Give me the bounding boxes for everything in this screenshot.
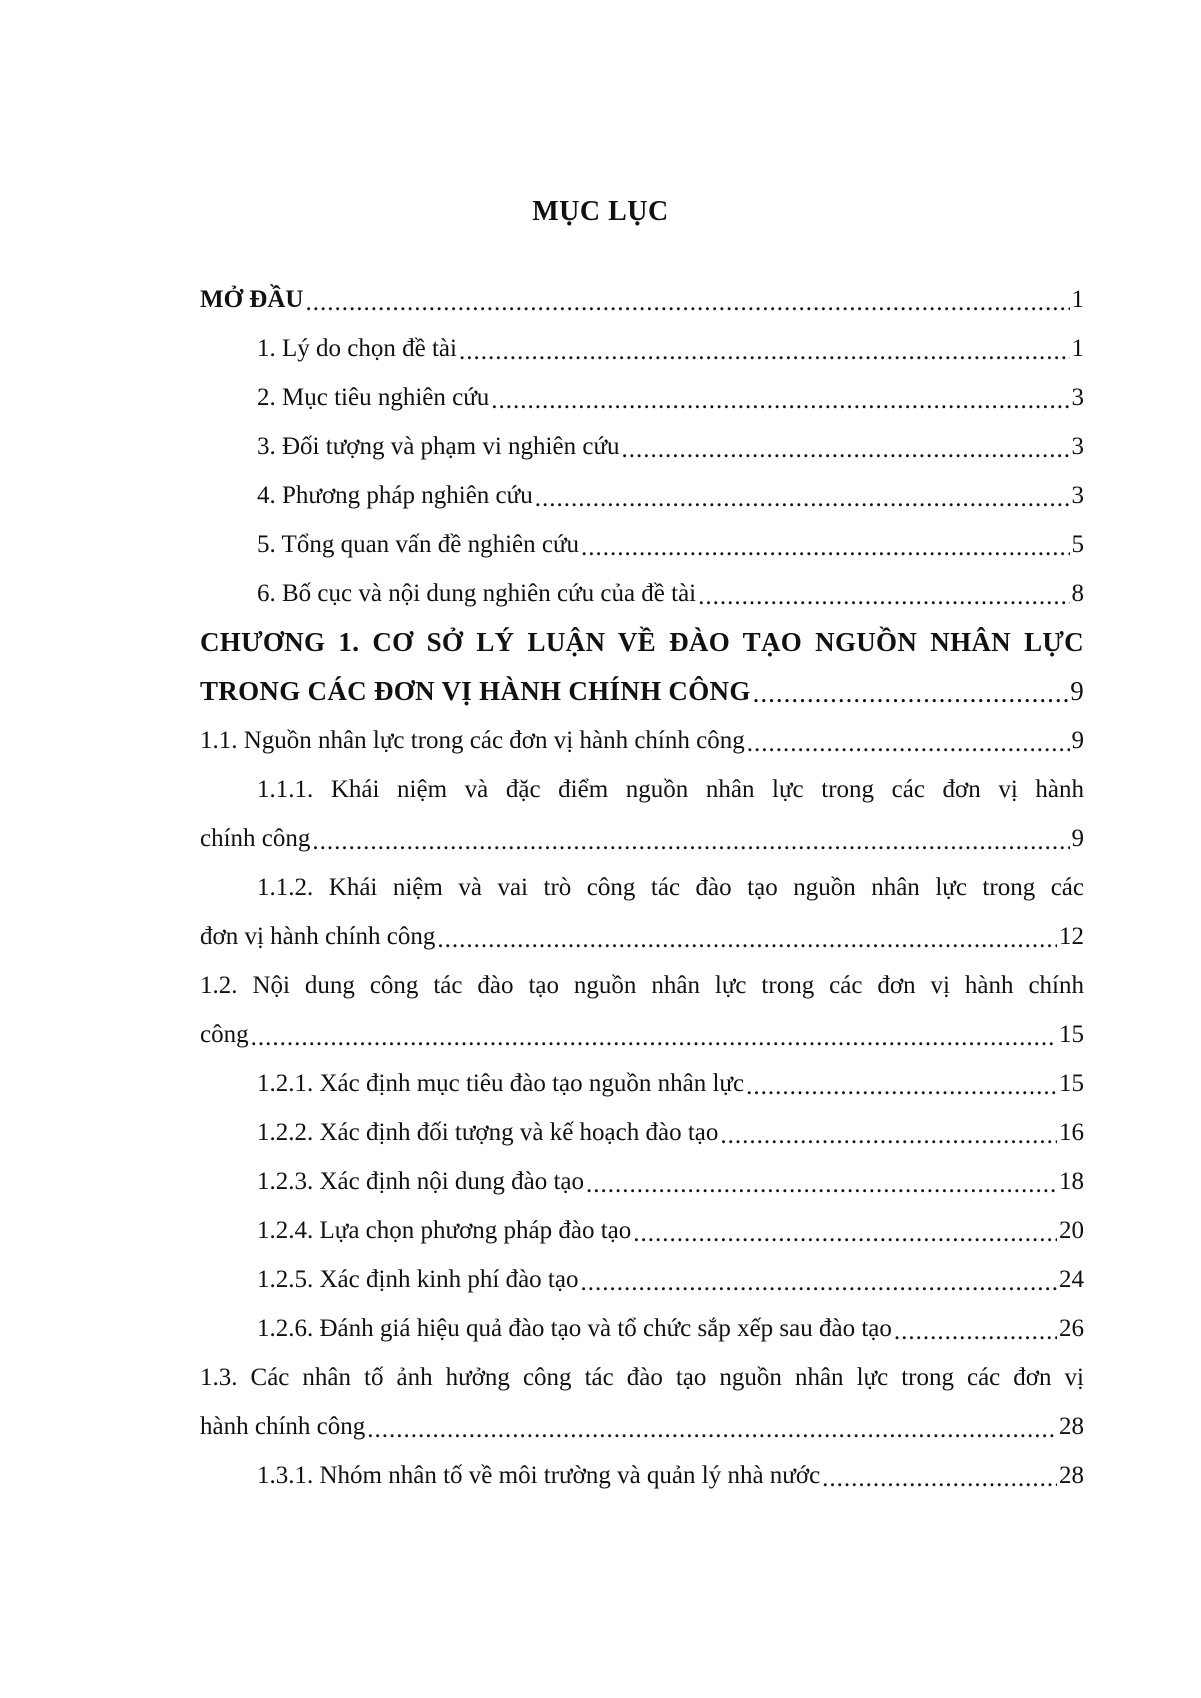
toc-entry-1-2-6[interactable]: [200, 1304, 1084, 1353]
toc-entry-label: 6. Bố cục và nội dung nghiên cứu của đề tài: [257, 580, 697, 607]
toc-entry-label-line1: CHƯƠNG 1. CƠ SỞ LÝ LUẬN VỀ ĐÀO TẠO NGUỒN NHÂN LỰC: [200, 627, 1084, 657]
toc-page-number: 3: [1071, 384, 1084, 411]
dot-leader: [633, 1216, 1057, 1242]
dot-leader: [437, 922, 1057, 948]
toc-entry-doi-tuong[interactable]: [200, 422, 1084, 471]
toc-page-number: 12: [1059, 923, 1084, 950]
dot-leader: [251, 1020, 1057, 1046]
toc-entry-label-line1: 1.1.2. Khái niệm và vai trò công tác đào tạo nguồn nhân lực trong các: [257, 874, 1084, 901]
toc-entry-1-1-1[interactable]: [200, 765, 1084, 863]
toc-page-number: 16: [1059, 1119, 1084, 1146]
toc-page-number: 28: [1059, 1462, 1084, 1489]
toc-entry-label-line2: đơn vị hành chính công: [200, 923, 436, 950]
toc-page-number: 1: [1071, 286, 1084, 313]
toc-page-number: 8: [1071, 580, 1084, 607]
toc-entry-tong-quan[interactable]: [200, 520, 1084, 569]
dot-leader: [746, 1069, 1057, 1095]
toc-entry-1-2-5[interactable]: [200, 1255, 1084, 1304]
toc-entry-label: 1.2.5. Xác định kinh phí đào tạo: [257, 1266, 579, 1293]
dot-leader: [753, 676, 1069, 704]
toc-page-number: 5: [1071, 531, 1084, 558]
toc-entry-1-3-1[interactable]: [200, 1451, 1084, 1500]
toc-entry-1-1[interactable]: [200, 716, 1084, 765]
toc-entry-1-2-1[interactable]: [200, 1059, 1084, 1108]
toc-page-number: 18: [1059, 1168, 1084, 1195]
toc-entry-1-2[interactable]: [200, 961, 1084, 1059]
dot-leader: [459, 334, 1070, 360]
toc-entry-label: 5. Tổng quan vấn đề nghiên cứu: [257, 531, 580, 558]
dot-leader: [491, 383, 1069, 409]
toc-entry-label-line1: 1.1.1. Khái niệm và đặc điểm nguồn nhân lực trong các đơn vị hành: [257, 776, 1084, 803]
toc-page-number: 28: [1059, 1413, 1084, 1440]
toc-page-number: 15: [1059, 1070, 1084, 1097]
toc-entry-mo-dau[interactable]: [200, 275, 1084, 324]
toc-entry-chuong-1[interactable]: [200, 618, 1084, 716]
toc-page-number: 3: [1071, 433, 1084, 460]
dot-leader: [747, 726, 1070, 752]
toc-entry-1-2-3[interactable]: [200, 1157, 1084, 1206]
toc-entry-1-2-2[interactable]: [200, 1108, 1084, 1157]
toc-entry-label: 1.2.2. Xác định đối tượng và kế hoạch đào tạo: [257, 1119, 719, 1146]
toc-page-number: 20: [1059, 1217, 1084, 1244]
toc-page-number: 3: [1071, 482, 1084, 509]
toc-page-number: 26: [1059, 1315, 1084, 1342]
toc-entry-label-line2: chính công: [200, 825, 311, 852]
toc-page-number: 9: [1071, 825, 1084, 852]
toc-entry-label: 1. Lý do chọn đề tài: [257, 335, 457, 362]
toc-entry-label: 4. Phương pháp nghiên cứu: [257, 482, 533, 509]
dot-leader: [586, 1167, 1057, 1193]
toc-page-number: 24: [1059, 1266, 1084, 1293]
dot-leader: [622, 432, 1070, 458]
toc-entry-bo-cuc[interactable]: [200, 569, 1084, 618]
toc-entry-label-line1: 1.3. Các nhân tố ảnh hưởng công tác đào tạo nguồn nhân lực trong các đơn vị: [200, 1364, 1084, 1391]
toc-entry-1-1-2[interactable]: [200, 863, 1084, 961]
dot-leader: [822, 1461, 1057, 1487]
dot-leader: [535, 481, 1070, 507]
toc-entry-label: 1.2.6. Đánh giá hiệu quả đào tạo và tổ chức sắp xếp sau đào tạo: [257, 1315, 892, 1342]
dot-leader: [894, 1314, 1057, 1340]
toc-entry-label-line1: 1.2. Nội dung công tác đào tạo nguồn nhân lực trong các đơn vị hành chính: [200, 972, 1084, 999]
toc-page-number: 15: [1059, 1021, 1084, 1048]
toc-entry-ly-do[interactable]: [200, 324, 1084, 373]
toc-page-number: 9: [1071, 727, 1084, 754]
toc-entry-label: 1.1. Nguồn nhân lực trong các đơn vị hành chính công: [200, 727, 745, 754]
toc-title: MỤC LỤC: [532, 196, 669, 227]
toc-entry-label: 1.3.1. Nhóm nhân tố về môi trường và quản lý nhà nước: [257, 1462, 821, 1489]
dot-leader: [305, 285, 1069, 311]
toc-entry-label: 1.2.4. Lựa chọn phương pháp đào tạo: [257, 1217, 632, 1244]
toc-entry-label-line2: công: [200, 1021, 249, 1048]
dot-leader: [580, 1265, 1057, 1291]
toc-entry-label-line2: hành chính công: [200, 1413, 366, 1440]
toc-entry-label: MỞ ĐẦU: [200, 286, 304, 313]
toc-entry-1-2-4[interactable]: [200, 1206, 1084, 1255]
toc-entry-muc-tieu[interactable]: [200, 373, 1084, 422]
toc-entry-label: 1.2.3. Xác định nội dung đào tạo: [257, 1168, 585, 1195]
toc-entry-phuong-phap[interactable]: [200, 471, 1084, 520]
dot-leader: [312, 824, 1069, 850]
toc-entry-1-3[interactable]: [200, 1353, 1084, 1451]
toc-entry-label-line2: TRONG CÁC ĐƠN VỊ HÀNH CHÍNH CÔNG: [200, 676, 751, 706]
toc-entry-label: 1.2.1. Xác định mục tiêu đào tạo nguồn nhân lực: [257, 1070, 745, 1097]
table-of-contents: [200, 275, 1084, 1500]
toc-entry-label: 3. Đối tượng và phạm vi nghiên cứu: [257, 433, 620, 460]
toc-page-number: 1: [1071, 335, 1084, 362]
dot-leader: [581, 530, 1069, 556]
toc-page-number: 9: [1070, 676, 1084, 706]
dot-leader: [367, 1412, 1057, 1438]
dot-leader: [720, 1118, 1057, 1144]
toc-entry-label: 2. Mục tiêu nghiên cứu: [257, 384, 490, 411]
dot-leader: [698, 579, 1069, 605]
